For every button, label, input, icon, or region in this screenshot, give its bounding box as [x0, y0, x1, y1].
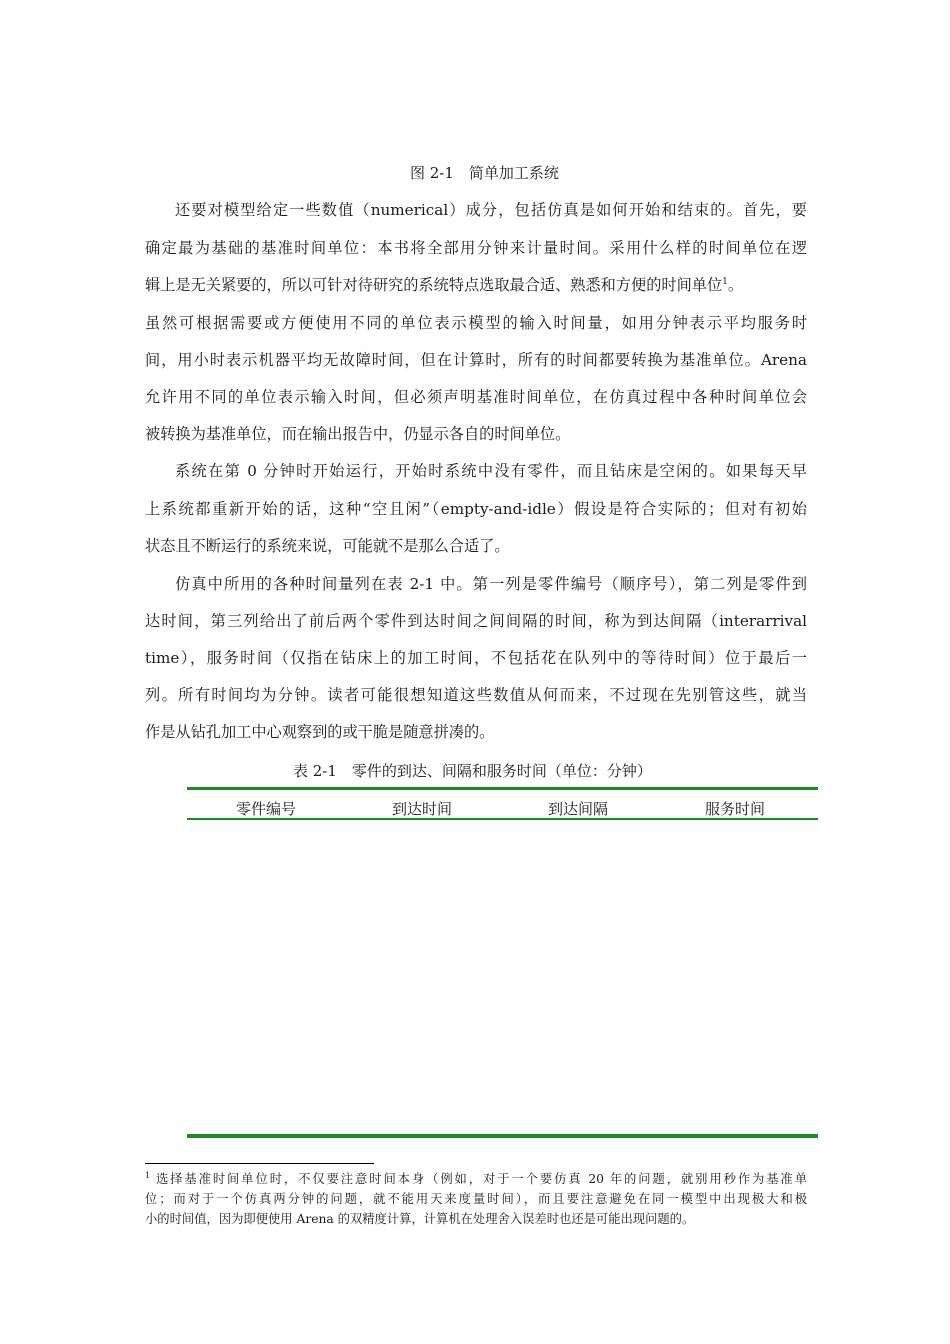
footnote-line-3: 小的时间值，因为即便使用 Arena 的双精度计算，计算机在处理舍入误差时也还是可能出现问题的。: [145, 1212, 695, 1226]
paragraph-1-line-6: 允许用不同的单位表示输入时间，但必须声明基准时间单位，在仿真过程中各种时间单位会: [145, 388, 807, 406]
figure-caption: 图 2-1 简单加工系统: [410, 164, 559, 182]
paragraph-2-line-3: 状态且不断运行的系统来说，可能就不是那么合适了。: [145, 537, 510, 555]
paragraph-3-line-5: 作是从钻孔加工中心观察到的或干脆是随意拼凑的。: [145, 723, 495, 741]
footnote-line-2: 位；而对于一个仿真两分钟的问题，就不能用天来度量时间），而且要注意避免在同一模型中出现极大和极: [145, 1192, 807, 1206]
paragraph-1-line-4: 虽然可根据需要或方便使用不同的单位表示模型的输入时间量，如用分钟表示平均服务时: [145, 314, 807, 332]
footnote-line-1-text: 选择基准时间单位时，不仅要注意时间本身（例如，对于一个要仿真 20 年的问题，就别用秒作为基准单: [155, 1172, 807, 1186]
table-caption: 表 2-1 零件的到达、间隔和服务时间（单位：分钟）: [293, 762, 652, 780]
paragraph-3-line-1: 仿真中所用的各种时间量列在表 2-1 中。第一列是零件编号（顺序号），第二列是零件到: [175, 575, 807, 593]
paragraph-3-line-2: 达时间，第三列给出了前后两个零件到达时间之间间隔的时间，称为到达间隔（interarrival: [145, 612, 807, 630]
paragraph-2-line-1: 系统在第 0 分钟时开始运行，开始时系统中没有零件，而且钻床是空闲的。如果每天早: [175, 462, 807, 480]
table-body: [187, 820, 818, 1134]
paragraph-1-line-3-end: 。: [727, 276, 744, 294]
table-header-interarrival: 到达间隔: [547, 800, 608, 818]
footnote-marker: 1: [145, 1170, 151, 1180]
paragraph-1-line-3: [145, 275, 807, 295]
table-bottom-rule: [187, 1134, 818, 1138]
footnote-separator: [145, 1163, 374, 1164]
paragraph-2-line-2: 上系统都重新开始的话，这种“空且闲”（empty-and-idle）假设是符合实际的；但对有初始: [145, 500, 807, 518]
table-header-service-time: 服务时间: [704, 800, 765, 818]
paragraph-3-line-4: 列。所有时间均为分钟。读者可能很想知道这些数值从何而来，不过现在先别管这些，就当: [145, 686, 807, 704]
paragraph-1-line-7: 被转换为基准单位，而在输出报告中，仍显示各自的时间单位。: [145, 425, 571, 443]
paragraph-1-line-2: 确定最为基础的基准时间单位：本书将全部用分钟来计量时间。采用什么样的时间单位在逻: [145, 239, 807, 257]
paragraph-1-line-1: 还要对模型给定一些数值（numerical）成分，包括仿真是如何开始和结束的。首先，要: [175, 201, 807, 219]
table-top-rule: [187, 787, 818, 790]
table-header-part-number: 零件编号: [235, 800, 296, 818]
footnote-line-1: [145, 1171, 807, 1187]
paragraph-1-line-3-text: 辑上是无关紧要的，所以可针对待研究的系统特点选取最合适、熟悉和方便的时间单位: [145, 276, 723, 294]
paragraph-3-line-3: time），服务时间（仅指在钻床上的加工时间，不包括花在队列中的等待时间）位于最后一: [145, 649, 807, 667]
table-header-arrival-time: 到达时间: [391, 800, 452, 818]
paragraph-1-line-5: 间，用小时表示机器平均无故障时间，但在计算时，所有的时间都要转换为基准单位。Arena: [145, 351, 807, 369]
footnote-reference[interactable]: 1: [722, 276, 728, 287]
